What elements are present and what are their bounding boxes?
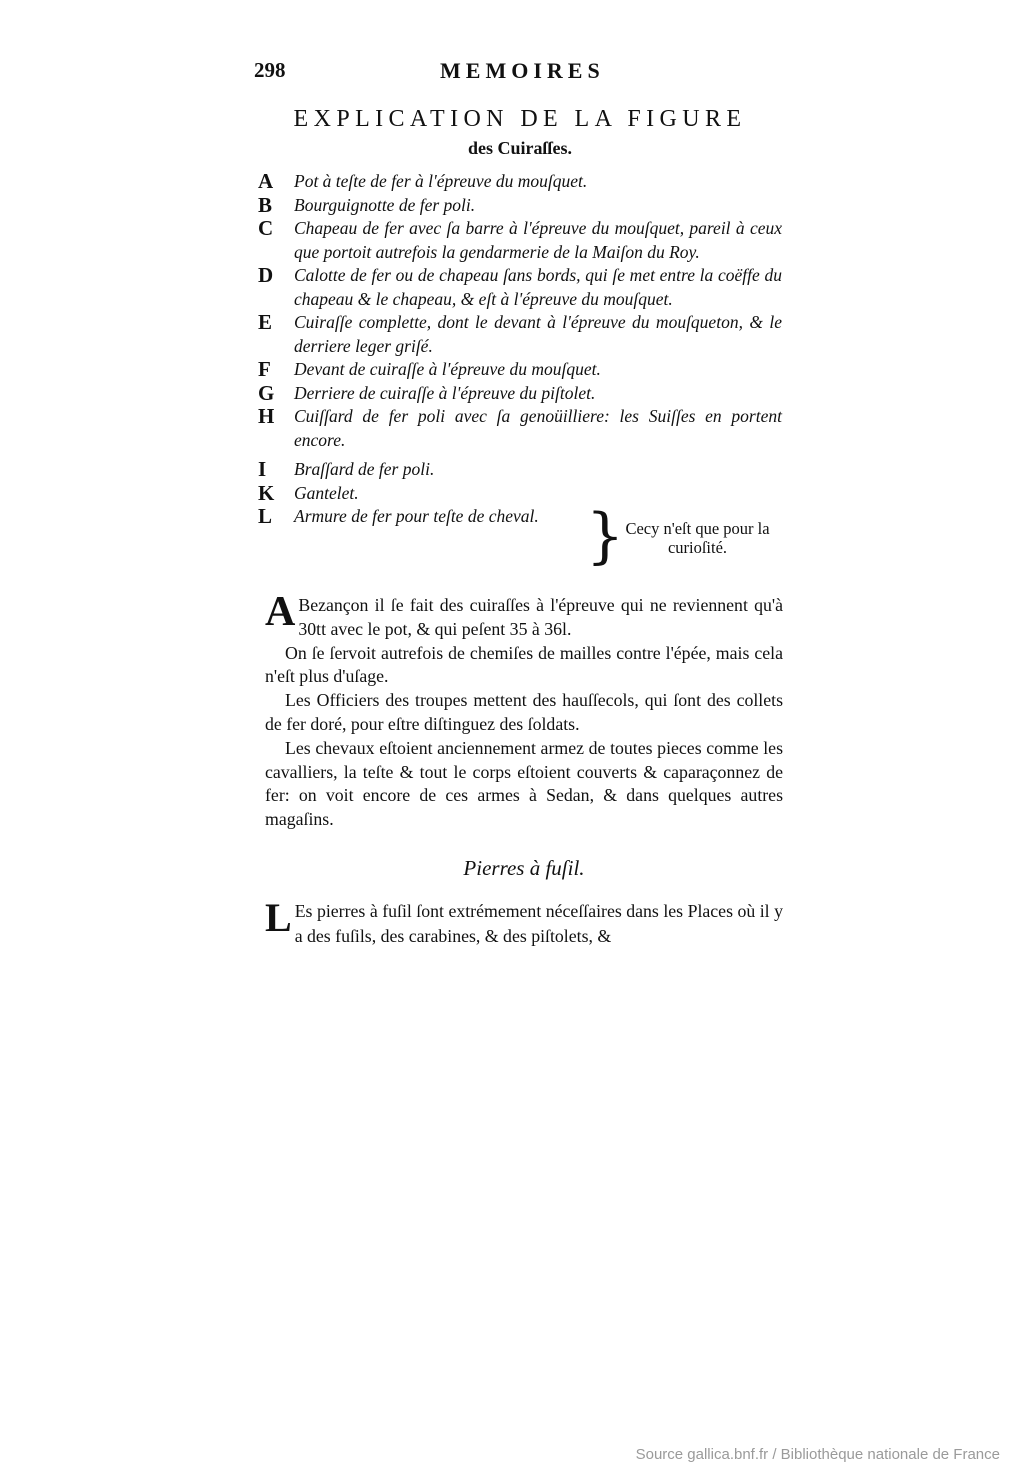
legend-item xyxy=(258,194,782,218)
legend-text: Chapeau de fer avec ſa barre à l'épreuve du mouſquet, pareil à ceux que portoit autrefois la gendarmerie de la Maiſon du Roy. xyxy=(294,218,782,262)
legend-letter: E xyxy=(258,310,273,334)
legend-item xyxy=(258,311,782,358)
legend-text: Derriere de cuiraſſe à l'épreuve du piſtolet. xyxy=(294,382,596,403)
curly-brace: } xyxy=(586,501,625,571)
section-text xyxy=(265,895,783,949)
legend-text: Cuiſſard de fer poli avec ſa genoüilliere: les Suiſſes en portent encore. xyxy=(294,406,782,450)
legend-letter: F xyxy=(258,357,271,381)
paragraph xyxy=(265,737,783,832)
legend-letter: L xyxy=(258,504,273,528)
legend-text: Gantelet. xyxy=(294,482,359,503)
legend-letter: K xyxy=(258,480,275,505)
paragraph-text: Les chevaux eſtoient anciennement armez de toutes pieces comme les cavalliers, la teſte & tout le corps eſtoient couverts & caparaçonnez de fer: on voit encore de ces armes à Sedan, & dans quelques autres magaſins. xyxy=(265,737,783,830)
source-credit: Source gallica.bnf.fr / Bibliothèque nationale de France xyxy=(635,1446,1000,1463)
legend-text: Pot à teſte de fer à l'épreuve du mouſquet. xyxy=(294,171,588,191)
legend-letter: D xyxy=(258,263,274,287)
legend-item xyxy=(258,458,782,482)
drop-cap: L xyxy=(265,895,292,940)
drop-cap: A xyxy=(265,589,296,635)
legend-text: Devant de cuiraſſe à l'épreuve du mouſquet. xyxy=(294,359,601,379)
legend-text: Bourguignotte de fer poli. xyxy=(294,194,476,215)
legend-item xyxy=(258,170,782,194)
body-text xyxy=(265,589,783,832)
brace-note: Cecy n'eſt que pour la curioſité. xyxy=(625,519,770,557)
figure-legend xyxy=(258,170,782,529)
legend-item xyxy=(258,482,782,506)
legend-item xyxy=(258,405,782,452)
figure-explanation-title: EXPLICATION DE LA FIGURE xyxy=(293,106,747,132)
page-number: 298 xyxy=(254,58,286,82)
legend-letter: I xyxy=(258,457,267,481)
legend-item xyxy=(258,217,782,264)
paragraph-text: Les Officiers des troupes mettent des hauſſecols, qui ſont des collets de fer doré, pour eſtre diſtinguez des ſoldats. xyxy=(265,690,783,734)
paragraph-text: On ſe ſervoit autrefois de chemiſes de mailles contre l'épée, mais cela n'eſt plus d'uſage. xyxy=(265,642,783,687)
paragraph xyxy=(265,895,783,949)
legend-letter: C xyxy=(258,216,274,240)
paragraph-text: Es pierres à fuſil ſont extrémement néceſſaires dans les Places où il y a des fuſils, des carabines, & des piſtolets, & xyxy=(294,901,783,946)
paragraph xyxy=(265,642,783,690)
legend-item xyxy=(258,264,782,311)
section-title: Pierres à fuſil. xyxy=(463,856,585,880)
running-head xyxy=(254,58,784,84)
legend-letter: B xyxy=(258,192,273,217)
paragraph xyxy=(265,589,783,642)
paragraph xyxy=(265,689,783,737)
legend-item xyxy=(258,358,782,382)
legend-text: Armure de fer pour teſte de cheval. xyxy=(294,506,539,526)
legend-text: Braſſard de fer poli. xyxy=(294,459,435,479)
figure-explanation-subtitle: des Cuiraſſes. xyxy=(467,138,572,158)
running-head-title: MEMOIRES xyxy=(440,58,605,83)
legend-letter: H xyxy=(258,404,275,428)
legend-text: Calotte de fer ou de chapeau ſans bords, qui ſe met entre la coëffe du chapeau & le chapeau, & eſt à l'épreuve du mouſquet. xyxy=(294,265,782,309)
legend-text: Cuiraſſe complette, dont le devant à l'épreuve du mouſqueton, & le derriere leger griſé. xyxy=(294,312,782,356)
legend-letter: A xyxy=(258,169,274,193)
legend-item xyxy=(258,382,782,406)
paragraph-text: Bezançon il ſe fait des cuiraſſes à l'épreuve qui ne reviennent qu'à 30tt avec le pot, & qui peſent 35 à 36l. xyxy=(298,595,783,639)
legend-letter: G xyxy=(258,380,275,405)
